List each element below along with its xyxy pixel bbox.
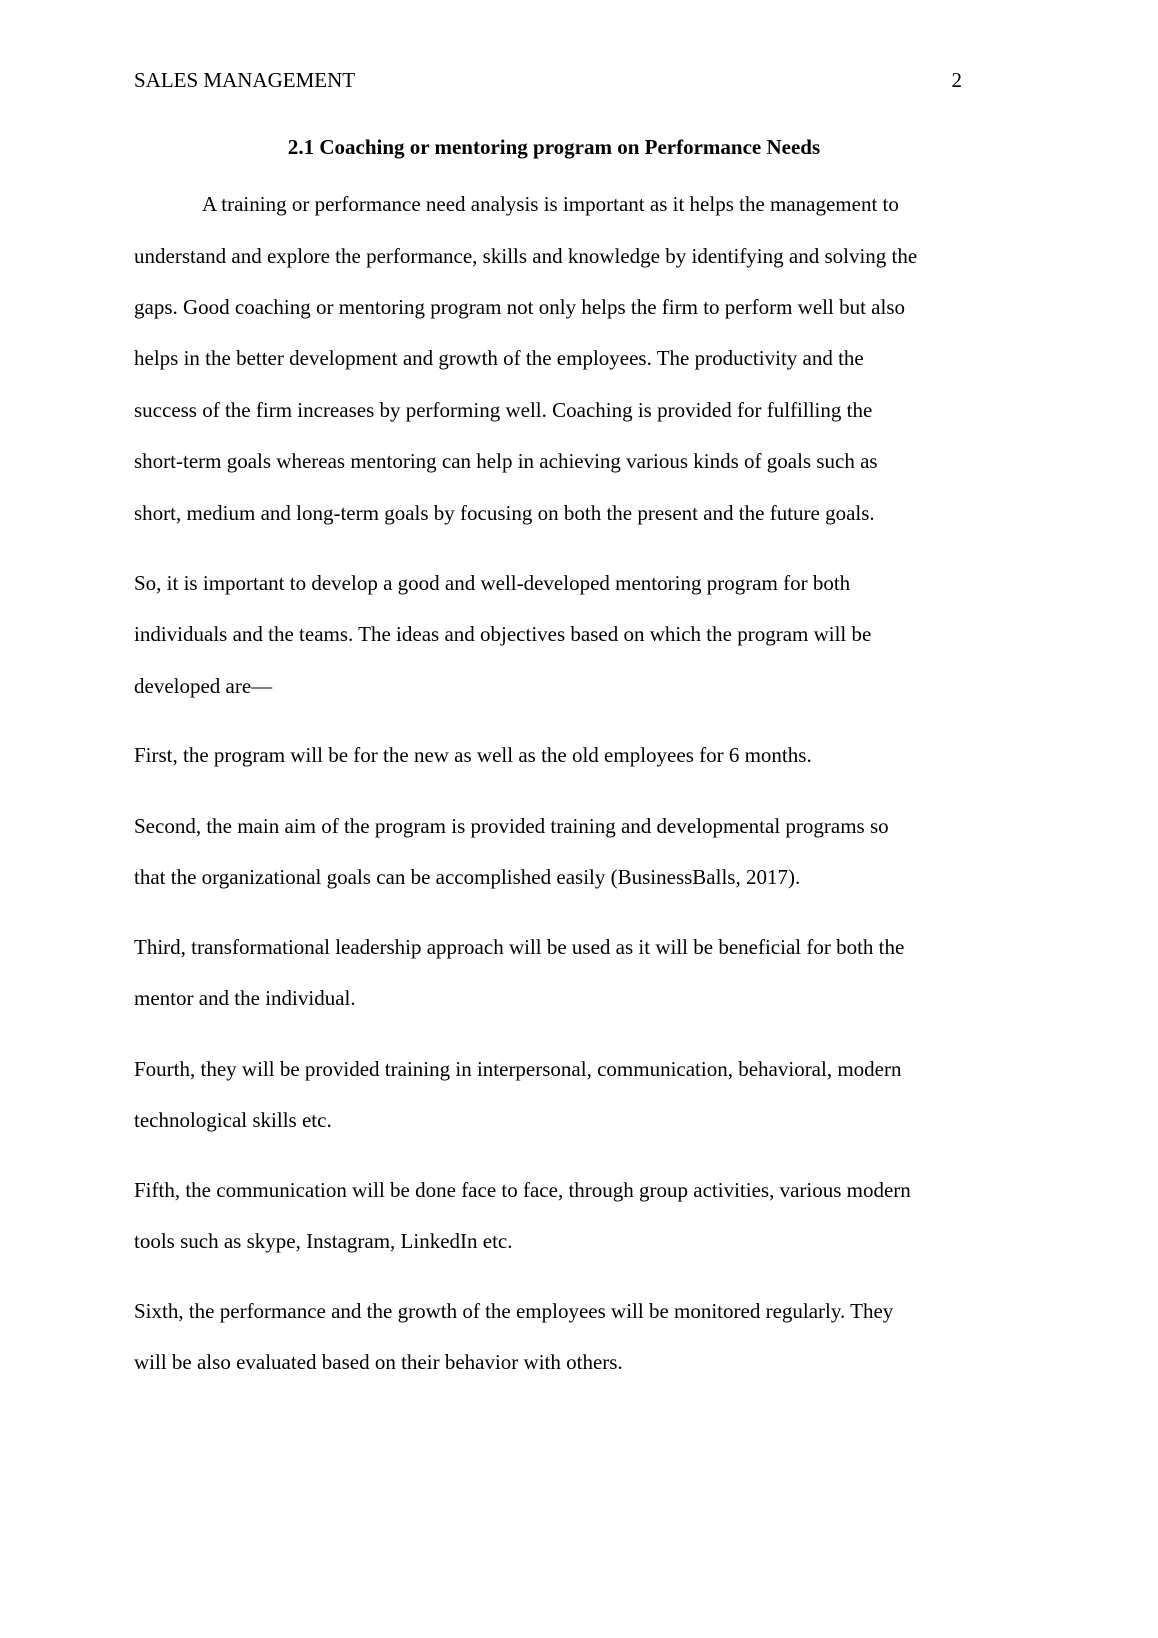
- page-number: 2: [951, 68, 962, 92]
- text-line: short, medium and long-term goals by focusing on both the present and the future goals.: [134, 501, 875, 525]
- text-line: short-term goals whereas mentoring can help in achieving various kinds of goals such as: [134, 449, 878, 473]
- text-line: technological skills etc.: [134, 1108, 332, 1132]
- text-line: tools such as skype, Instagram, LinkedIn etc.: [134, 1229, 513, 1253]
- text-line: gaps. Good coaching or mentoring program not only helps the firm to perform well but also: [134, 295, 906, 319]
- text-line: So, it is important to develop a good and well-developed mentoring program for both: [134, 571, 851, 595]
- text-line: mentor and the individual.: [134, 986, 356, 1010]
- text-line: Second, the main aim of the program is provided training and developmental programs so: [134, 814, 889, 838]
- running-head: SALES MANAGEMENT: [134, 68, 356, 92]
- text-line: developed are—: [134, 674, 273, 698]
- text-line: Fifth, the communication will be done face to face, through group activities, various modern: [134, 1178, 911, 1202]
- text-line: Sixth, the performance and the growth of the employees will be monitored regularly. They: [134, 1299, 894, 1323]
- text-line: Third, transformational leadership approach will be used as it will be beneficial for both the: [134, 935, 905, 959]
- text-line: understand and explore the performance, skills and knowledge by identifying and solving the: [134, 244, 918, 268]
- section-title: 2.1 Coaching or mentoring program on Performance Needs: [287, 135, 821, 159]
- text-line: individuals and the teams. The ideas and objectives based on which the program will be: [134, 622, 872, 646]
- text-line: First, the program will be for the new as well as the old employees for 6 months.: [134, 743, 812, 767]
- text-line: Fourth, they will be provided training in interpersonal, communication, behavioral, modern: [134, 1057, 902, 1081]
- text-line: will be also evaluated based on their behavior with others.: [134, 1350, 623, 1374]
- text-line: that the organizational goals can be accomplished easily (BusinessBalls, 2017).: [134, 865, 801, 889]
- text-line: success of the firm increases by performing well. Coaching is provided for fulfilling the: [134, 398, 873, 422]
- text-line: helps in the better development and growth of the employees. The productivity and the: [134, 346, 864, 370]
- text-line: A training or performance need analysis is important as it helps the management to: [202, 192, 899, 216]
